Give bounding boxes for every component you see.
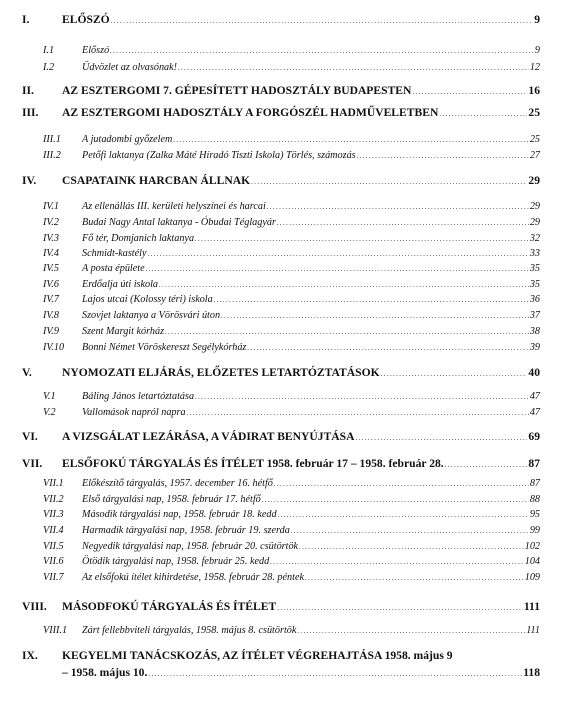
subsection-page-number: 36 <box>529 294 540 305</box>
dot-leader <box>251 174 527 189</box>
dot-leader <box>247 341 528 355</box>
subsection-page-number: 25 <box>529 134 540 145</box>
subsection-number: VII.3 <box>43 509 64 520</box>
subsection-title: Báling János letartóztatása <box>82 391 195 402</box>
subsection-title: A jutadombi győzelem <box>82 134 173 145</box>
subsection-title: Erdőalja úti iskola <box>82 279 159 290</box>
chapter-title-continued: – 1958. május 10. <box>62 666 148 679</box>
chapter-number: IV. <box>22 174 37 187</box>
toc-subsection-entry[interactable] <box>43 278 540 292</box>
chapter-title: AZ ESZTERGOMI 7. GÉPESÍTETT HADOSZTÁLY BUDAPESTEN <box>62 84 412 97</box>
subsection-title: Második tárgyalási nap, 1958. február 18. kedd <box>82 509 277 520</box>
chapter-number: VI. <box>22 430 38 443</box>
subsection-number: VII.2 <box>43 494 64 505</box>
chapter-title: AZ ESZTERGOMI HADOSZTÁLY A FORGÓSZÉL HADMŰVELETBEN <box>62 106 439 119</box>
chapter-page-number: 9 <box>534 13 540 26</box>
chapter-title: A VIZSGÁLAT LEZÁRÁSA, A VÁDIRAT BENYÚJTÁSA <box>62 430 355 443</box>
subsection-page-number: 29 <box>529 217 540 228</box>
subsection-number: IV.6 <box>43 279 59 290</box>
toc-subsection-entry[interactable] <box>43 555 540 569</box>
subsection-title: Lajos utcai (Kolossy téri) iskola <box>82 294 213 305</box>
toc-subsection-entry[interactable] <box>43 390 540 404</box>
chapter-number: II. <box>22 84 34 97</box>
toc-subsection-entry[interactable] <box>43 477 540 491</box>
dot-leader <box>148 247 529 261</box>
subsection-title: Előszó <box>82 45 110 56</box>
subsection-title: Fő tér, Domjanich laktanya <box>82 233 195 244</box>
subsection-number: VII.4 <box>43 525 64 536</box>
toc-subsection-entry[interactable] <box>43 493 540 507</box>
toc-chapter-entry[interactable] <box>22 84 540 99</box>
dot-leader <box>195 390 529 404</box>
subsection-title: Üdvözlet az olvasónak! <box>82 62 178 73</box>
toc-subsection-entry[interactable] <box>43 133 540 147</box>
chapter-number: VII. <box>22 457 43 470</box>
toc-subsection-entry[interactable] <box>43 624 540 638</box>
dot-leader <box>187 406 529 420</box>
subsection-number: III.1 <box>43 134 61 145</box>
subsection-page-number: 9 <box>534 45 540 56</box>
subsection-title: Az elsőfokú ítélet kihirdetése, 1958. február 28. péntek <box>82 572 304 583</box>
toc-subsection-entry[interactable] <box>43 341 540 355</box>
subsection-page-number: 99 <box>529 525 540 536</box>
subsection-number: VII.1 <box>43 478 64 489</box>
subsection-page-number: 29 <box>529 201 540 212</box>
subsection-title: Előkészítő tárgyalás, 1957. december 16. hétfő <box>82 478 273 489</box>
subsection-page-number: 38 <box>529 326 540 337</box>
dot-leader <box>357 149 529 163</box>
toc-chapter-entry-continued <box>62 666 540 681</box>
toc-chapter-entry[interactable] <box>22 430 540 445</box>
toc-subsection-entry[interactable] <box>43 309 540 323</box>
toc-subsection-entry[interactable] <box>43 540 540 554</box>
subsection-page-number: 109 <box>524 572 540 583</box>
chapter-page-number: 29 <box>528 174 540 187</box>
subsection-page-number: 35 <box>529 263 540 274</box>
subsection-number: IV.5 <box>43 263 59 274</box>
subsection-number: IV.8 <box>43 310 59 321</box>
subsection-page-number: 27 <box>529 150 540 161</box>
toc-chapter-entry[interactable] <box>22 457 540 472</box>
toc-subsection-entry[interactable] <box>43 149 540 163</box>
subsection-page-number: 32 <box>529 233 540 244</box>
dot-leader <box>111 13 534 28</box>
chapter-number: IX. <box>22 649 38 662</box>
toc-subsection-entry[interactable] <box>43 262 540 276</box>
toc-chapter-entry[interactable] <box>22 649 540 663</box>
subsection-title: Schmidt-kastély <box>82 248 147 259</box>
subsection-page-number: 104 <box>524 556 540 567</box>
toc-chapter-entry[interactable] <box>22 174 540 189</box>
subsection-page-number: 111 <box>526 625 540 636</box>
subsection-title: Harmadik tárgyalási nap, 1958. február 19. szerda <box>82 525 290 536</box>
chapter-title: ELSŐFOKÚ TÁRGYALÁS ÉS ÍTÉLET 1958. február 17 – 1958. február 28. <box>62 457 444 470</box>
subsection-number: IV.4 <box>43 248 59 259</box>
subsection-number: IV.1 <box>43 201 59 212</box>
dot-leader <box>159 278 529 292</box>
subsection-number: VIII.1 <box>43 625 68 636</box>
subsection-number: III.2 <box>43 150 61 161</box>
subsection-number: IV.9 <box>43 326 59 337</box>
dot-leader <box>110 44 534 58</box>
dot-leader <box>274 477 529 491</box>
toc-chapter-entry[interactable] <box>22 106 540 121</box>
chapter-title: ELŐSZÓ <box>62 13 110 26</box>
chapter-title: MÁSODFOKÚ TÁRGYALÁS ÉS ÍTÉLET <box>62 600 277 613</box>
dot-leader <box>262 493 529 507</box>
subsection-page-number: 39 <box>529 342 540 353</box>
subsection-page-number: 35 <box>529 279 540 290</box>
dot-leader <box>165 325 529 339</box>
subsection-page-number: 47 <box>529 407 540 418</box>
chapter-number: V. <box>22 366 32 379</box>
dot-leader <box>270 555 523 569</box>
dot-leader <box>297 624 525 638</box>
dot-leader <box>277 600 523 615</box>
dot-leader <box>305 571 524 585</box>
chapter-number: VIII. <box>22 600 47 613</box>
subsection-page-number: 95 <box>529 509 540 520</box>
chapter-page-number: 87 <box>528 457 540 470</box>
chapter-title: KEGYELMI TANÁCSKOZÁS, AZ ÍTÉLET VÉGREHAJTÁSA 1958. május 9 <box>62 649 453 662</box>
subsection-number: I.2 <box>43 62 55 73</box>
toc-subsection-entry[interactable] <box>43 216 540 230</box>
subsection-number: V.1 <box>43 391 56 402</box>
subsection-title: Szovjet laktanya a Vörösvári úton <box>82 310 221 321</box>
chapter-page-number: 40 <box>528 366 540 379</box>
chapter-page-number: 25 <box>528 106 540 119</box>
subsection-number: I.1 <box>43 45 55 56</box>
subsection-title: Petőfi laktanya (Zalka Máté Híradó Tiszti Iskola) Törlés, számozás <box>82 150 356 161</box>
dot-leader <box>148 666 522 681</box>
dot-leader <box>214 293 529 307</box>
toc-subsection-entry[interactable] <box>43 44 540 58</box>
toc-subsection-entry[interactable] <box>43 293 540 307</box>
chapter-page-number: 118 <box>523 666 540 679</box>
subsection-title: Szent Margit kórház <box>82 326 165 337</box>
toc-subsection-entry[interactable] <box>43 325 540 339</box>
subsection-title: A posta épülete <box>82 263 145 274</box>
subsection-title: Zárt fellebbviteli tárgyalás, 1958. május 8. csütörtök <box>82 625 297 636</box>
subsection-page-number: 12 <box>529 62 540 73</box>
dot-leader <box>412 84 527 99</box>
chapter-title: CSAPATAINK HARCBAN ÁLLNAK <box>62 174 251 187</box>
toc-chapter-entry[interactable] <box>22 600 540 615</box>
subsection-title: Az ellenállás III. kerületi helyszínei és harcai <box>82 201 266 212</box>
dot-leader <box>439 106 527 121</box>
dot-leader <box>291 524 529 538</box>
toc-subsection-entry[interactable] <box>43 232 540 246</box>
subsection-title: Bonni Német Vöröskereszt Segélykórház <box>82 342 247 353</box>
dot-leader <box>173 133 528 147</box>
dot-leader <box>278 508 529 522</box>
subsection-page-number: 37 <box>529 310 540 321</box>
toc-subsection-entry[interactable] <box>43 247 540 261</box>
chapter-number: III. <box>22 106 39 119</box>
subsection-number: IV.3 <box>43 233 59 244</box>
toc-subsection-entry[interactable] <box>43 524 540 538</box>
dot-leader <box>299 540 524 554</box>
subsection-number: IV.10 <box>43 342 65 353</box>
subsection-number: IV.2 <box>43 217 59 228</box>
subsection-number: VII.6 <box>43 556 64 567</box>
subsection-title: Negyedik tárgyalási nap, 1958. február 20. csütörtök <box>82 541 299 552</box>
toc-subsection-entry[interactable] <box>43 571 540 585</box>
toc-chapter-entry[interactable] <box>22 13 540 28</box>
toc-chapter-entry[interactable] <box>22 366 540 381</box>
subsection-page-number: 88 <box>529 494 540 505</box>
subsection-number: VII.7 <box>43 572 64 583</box>
subsection-title: Budai Nagy Antal laktanya - Óbudai Téglagyár <box>82 217 276 228</box>
toc-subsection-entry[interactable] <box>43 508 540 522</box>
dot-leader <box>178 61 529 75</box>
subsection-number: IV.7 <box>43 294 59 305</box>
chapter-title: NYOMOZATI ELJÁRÁS, ELŐZETES LETARTÓZTATÁSOK <box>62 366 380 379</box>
chapter-page-number: 111 <box>523 600 540 613</box>
dot-leader <box>381 366 528 381</box>
subsection-number: VII.5 <box>43 541 64 552</box>
dot-leader <box>356 430 528 445</box>
toc-subsection-entry[interactable] <box>43 406 540 420</box>
subsection-page-number: 33 <box>529 248 540 259</box>
subsection-title: Első tárgyalási nap, 1958. február 17. hétfő <box>82 494 261 505</box>
chapter-page-number: 16 <box>528 84 540 97</box>
dot-leader <box>445 457 528 472</box>
chapter-page-number: 69 <box>528 430 540 443</box>
subsection-title: Vallomások napról napra <box>82 407 186 418</box>
chapter-number: I. <box>22 13 30 26</box>
dot-leader <box>146 262 529 276</box>
dot-leader <box>267 200 529 214</box>
dot-leader <box>277 216 529 230</box>
dot-leader <box>221 309 529 323</box>
toc-subsection-entry[interactable] <box>43 61 540 75</box>
subsection-page-number: 102 <box>524 541 540 552</box>
subsection-page-number: 47 <box>529 391 540 402</box>
dot-leader <box>195 232 529 246</box>
subsection-page-number: 87 <box>529 478 540 489</box>
toc-subsection-entry[interactable] <box>43 200 540 214</box>
subsection-title: Ötödik tárgyalási nap, 1958. február 25. kedd <box>82 556 270 567</box>
subsection-number: V.2 <box>43 407 56 418</box>
